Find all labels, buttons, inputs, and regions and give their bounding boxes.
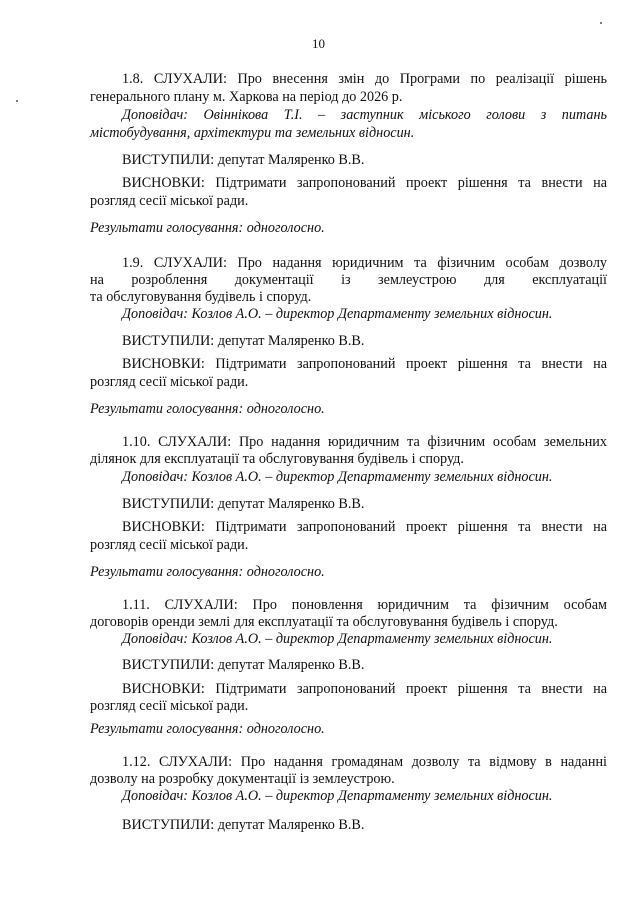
item-spoke: ВИСТУПИЛИ: депутат Маляренко В.В. — [122, 333, 365, 349]
item-spoke: ВИСТУПИЛИ: депутат Маляренко В.В. — [122, 496, 365, 512]
item-heard-line: ділянок для експлуатації та обслуговування будівель і споруд. — [90, 451, 464, 467]
item-heard-line: дозволу на розробку документації із землеустрою. — [90, 771, 395, 787]
item-heard-line: договорів оренди землі для експлуатації та обслуговування будівель і споруд. — [90, 614, 558, 630]
item-heard-line: та обслуговування будівель і споруд. — [90, 289, 312, 305]
item-heard-line: на розроблення документації із землеустрою для експлуатації — [90, 272, 607, 288]
item-conclusions-line: ВИСНОВКИ: Підтримати запропонований проект рішення та внести на — [122, 681, 607, 697]
item-vote-result: Результати голосування: одноголосно. — [90, 564, 325, 580]
item-conclusions-line: розгляд сесії міської ради. — [90, 374, 249, 390]
item-speaker-line: Доповідач: Овіннікова Т.І. – заступник міського голови з питань — [122, 107, 607, 123]
scan-speck — [600, 22, 602, 24]
item-speaker-line: містобудування, архітектури та земельних відносин. — [90, 125, 415, 141]
item-vote-result: Результати голосування: одноголосно. — [90, 220, 325, 236]
item-heard-line: 1.10. СЛУХАЛИ: Про надання юридичним та фізичним особам земельних — [122, 434, 607, 450]
item-conclusions-line: ВИСНОВКИ: Підтримати запропонований проект рішення та внести на — [122, 519, 607, 535]
item-speaker-line: Доповідач: Козлов А.О. – директор Департаменту земельних відносин. — [122, 788, 553, 804]
item-vote-result: Результати голосування: одноголосно. — [90, 721, 325, 737]
scan-speck — [16, 100, 18, 102]
item-heard-line: 1.11. СЛУХАЛИ: Про поновлення юридичним та фізичним особам — [122, 597, 607, 613]
item-speaker-line: Доповідач: Козлов А.О. – директор Департаменту земельних відносин. — [122, 306, 553, 322]
item-conclusions-line: розгляд сесії міської ради. — [90, 698, 249, 714]
item-conclusions-line: ВИСНОВКИ: Підтримати запропонований проект рішення та внести на — [122, 175, 607, 191]
page-number: 10 — [312, 36, 325, 51]
item-speaker-line: Доповідач: Козлов А.О. – директор Департаменту земельних відносин. — [122, 469, 553, 485]
item-heard-line: 1.9. СЛУХАЛИ: Про надання юридичним та фізичним особам дозволу — [122, 255, 607, 271]
item-spoke: ВИСТУПИЛИ: депутат Маляренко В.В. — [122, 657, 365, 673]
item-vote-result: Результати голосування: одноголосно. — [90, 401, 325, 417]
item-conclusions-line: ВИСНОВКИ: Підтримати запропонований проект рішення та внести на — [122, 356, 607, 372]
item-heard-line: генерального плану м. Харкова на період до 2026 р. — [90, 89, 403, 105]
item-spoke: ВИСТУПИЛИ: депутат Маляренко В.В. — [122, 152, 365, 168]
item-heard-line: 1.8. СЛУХАЛИ: Про внесення змін до Програми по реалізації рішень — [122, 71, 607, 87]
item-spoke: ВИСТУПИЛИ: депутат Маляренко В.В. — [122, 817, 365, 833]
item-speaker-line: Доповідач: Козлов А.О. – директор Департаменту земельних відносин. — [122, 631, 553, 647]
item-heard-line: 1.12. СЛУХАЛИ: Про надання громадянам дозволу та відмову в наданні — [122, 754, 607, 770]
item-conclusions-line: розгляд сесії міської ради. — [90, 193, 249, 209]
item-conclusions-line: розгляд сесії міської ради. — [90, 537, 249, 553]
